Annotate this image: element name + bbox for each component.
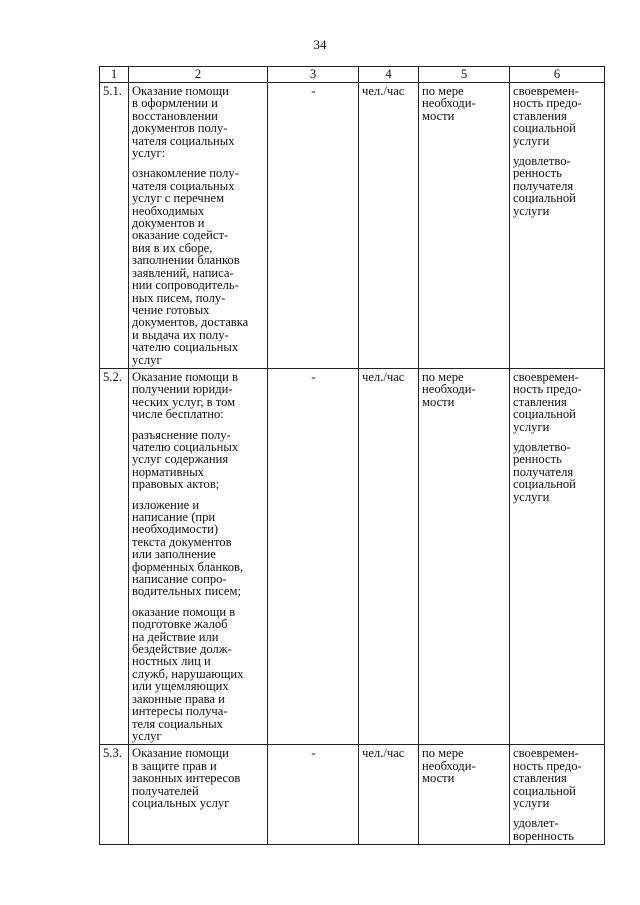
- table-row: [100, 745, 605, 845]
- text-line: чателя социальных: [132, 178, 235, 193]
- text-line: законные права и: [132, 691, 225, 706]
- row-number: 5.1.: [100, 83, 129, 369]
- text-line: услуги: [513, 133, 550, 148]
- text-line: ознакомление полу-: [132, 166, 239, 181]
- text-line: ставления: [513, 108, 567, 123]
- text-line: получении юриди-: [132, 382, 233, 397]
- text-line: ренность: [513, 166, 562, 181]
- text-line: необходимости): [132, 522, 219, 537]
- text-line: Оказание помощи в: [132, 369, 238, 384]
- text-line: форменных бланков,: [132, 559, 244, 574]
- table-row: [100, 83, 605, 369]
- quality-indicators: [510, 745, 605, 845]
- text-line: своевремен-: [513, 84, 579, 98]
- text-line: документов, доставка: [132, 315, 249, 330]
- text-line: услуги: [513, 489, 550, 504]
- text-line: Оказание помощи: [132, 746, 229, 761]
- text-line: разъяснение полу-: [132, 427, 231, 442]
- text-line: по мере: [422, 746, 464, 761]
- text-line: нии сопроводитель-: [132, 278, 239, 293]
- text-line: правовых актов;: [132, 477, 220, 492]
- header-cell-5: 5: [419, 67, 510, 83]
- header-row: [100, 67, 605, 83]
- service-description: [129, 83, 268, 369]
- text-line: ставления: [513, 394, 567, 409]
- text-line: социальной: [513, 191, 576, 206]
- row-number: 5.2.: [100, 368, 129, 744]
- text-line: услуги: [513, 203, 550, 218]
- text-line: чателю социальных: [132, 439, 239, 454]
- text-line: удовлет-: [513, 816, 559, 831]
- text-line: служб, нарушающих: [132, 666, 244, 681]
- table-row: [100, 368, 605, 744]
- text-line: получателя: [513, 464, 574, 479]
- text-line: заполнении бланков: [132, 253, 240, 268]
- quality-indicators: [510, 368, 605, 744]
- text-line: услуг с перечнем: [132, 191, 225, 206]
- services-table: [99, 66, 605, 845]
- page-number: 34: [313, 37, 327, 52]
- unit-cell: чел./час: [359, 745, 419, 845]
- text-line: получателей: [132, 783, 199, 798]
- service-description: [129, 745, 268, 845]
- column-3-value: -: [268, 745, 359, 845]
- text-line: бездействие долж-: [132, 642, 232, 657]
- column-3-value: -: [268, 83, 359, 369]
- text-line: необходи-: [422, 382, 476, 397]
- text-line: написание сопро-: [132, 572, 227, 587]
- text-line: интересы получа-: [132, 704, 228, 719]
- text-line: оказание помощи в: [132, 604, 236, 619]
- text-line: получателя: [513, 178, 574, 193]
- text-line: мости: [422, 108, 455, 123]
- text-line: услуг: [132, 728, 162, 743]
- text-line: своевремен-: [513, 369, 579, 384]
- text-line: водительных писем;: [132, 584, 241, 599]
- header-cell-1: 1: [100, 67, 129, 83]
- text-line: своевремен-: [513, 746, 579, 761]
- text-line: по мере: [422, 84, 464, 98]
- text-line: документов и: [132, 216, 205, 231]
- text-line: социальной: [513, 121, 576, 136]
- unit-cell: чел./час: [359, 368, 419, 744]
- text-line: чателю социальных: [132, 340, 239, 355]
- text-line: ностных лиц и: [132, 654, 211, 669]
- text-line: законных интересов: [132, 771, 241, 786]
- text-line: услуг: [132, 352, 162, 367]
- frequency-cell: [419, 83, 510, 369]
- text-line: по мере: [422, 369, 464, 384]
- unit-cell: чел./час: [359, 83, 419, 369]
- service-description: [129, 368, 268, 744]
- text-line: на действие или: [132, 629, 219, 644]
- text-line: или заполнение: [132, 547, 216, 562]
- text-line: в защите прав и: [132, 758, 217, 773]
- text-line: восстановлении: [132, 108, 218, 123]
- frequency-cell: [419, 368, 510, 744]
- text-line: в оформлении и: [132, 96, 218, 111]
- text-line: мости: [422, 394, 455, 409]
- text-line: социальной: [513, 783, 576, 798]
- text-line: необходи-: [422, 758, 476, 773]
- text-line: социальных услуг: [132, 795, 230, 810]
- text-line: теля социальных: [132, 716, 223, 731]
- header-cell-4: 4: [359, 67, 419, 83]
- text-line: оказание содейст-: [132, 228, 229, 243]
- header-cell-2: 2: [129, 67, 268, 83]
- text-line: чателя социальных: [132, 133, 235, 148]
- text-line: Оказание помощи: [132, 84, 229, 98]
- text-line: ность предо-: [513, 96, 582, 111]
- text-line: написание (при: [132, 510, 216, 524]
- text-line: заявлений, написа-: [132, 265, 234, 280]
- text-line: ческих услуг, в том: [132, 394, 236, 409]
- text-line: подготовке жалоб: [132, 617, 228, 632]
- text-line: услуг:: [132, 146, 166, 161]
- header-cell-3: 3: [268, 67, 359, 83]
- column-3-value: -: [268, 368, 359, 744]
- text-line: социальной: [513, 477, 576, 492]
- text-line: числе бесплатно:: [132, 407, 224, 422]
- text-line: необходи-: [422, 96, 476, 111]
- frequency-cell: [419, 745, 510, 845]
- text-line: документов полу-: [132, 121, 228, 136]
- text-line: удовлетво-: [513, 154, 571, 169]
- quality-indicators: [510, 83, 605, 369]
- text-line: ность предо-: [513, 758, 582, 773]
- text-line: вия в их сборе,: [132, 240, 213, 255]
- text-line: и выдача их полу-: [132, 327, 229, 342]
- text-line: воренность: [513, 828, 574, 843]
- text-line: услуги: [513, 795, 550, 810]
- text-line: необходимых: [132, 203, 205, 218]
- text-line: нормативных: [132, 464, 204, 479]
- text-line: текста документов: [132, 534, 232, 549]
- text-line: ставления: [513, 771, 567, 786]
- text-line: ных писем, полу-: [132, 290, 226, 305]
- text-line: мости: [422, 771, 455, 786]
- text-line: услуги: [513, 419, 550, 434]
- text-line: услуг содержания: [132, 452, 229, 467]
- row-number: 5.3.: [100, 745, 129, 845]
- text-line: социальной: [513, 407, 576, 422]
- text-line: или ущемляющих: [132, 679, 229, 694]
- text-line: чение готовых: [132, 302, 210, 317]
- header-cell-6: 6: [510, 67, 605, 83]
- text-line: ность предо-: [513, 382, 582, 397]
- text-line: ренность: [513, 452, 562, 467]
- text-line: удовлетво-: [513, 439, 571, 454]
- text-line: изложение и: [132, 497, 200, 512]
